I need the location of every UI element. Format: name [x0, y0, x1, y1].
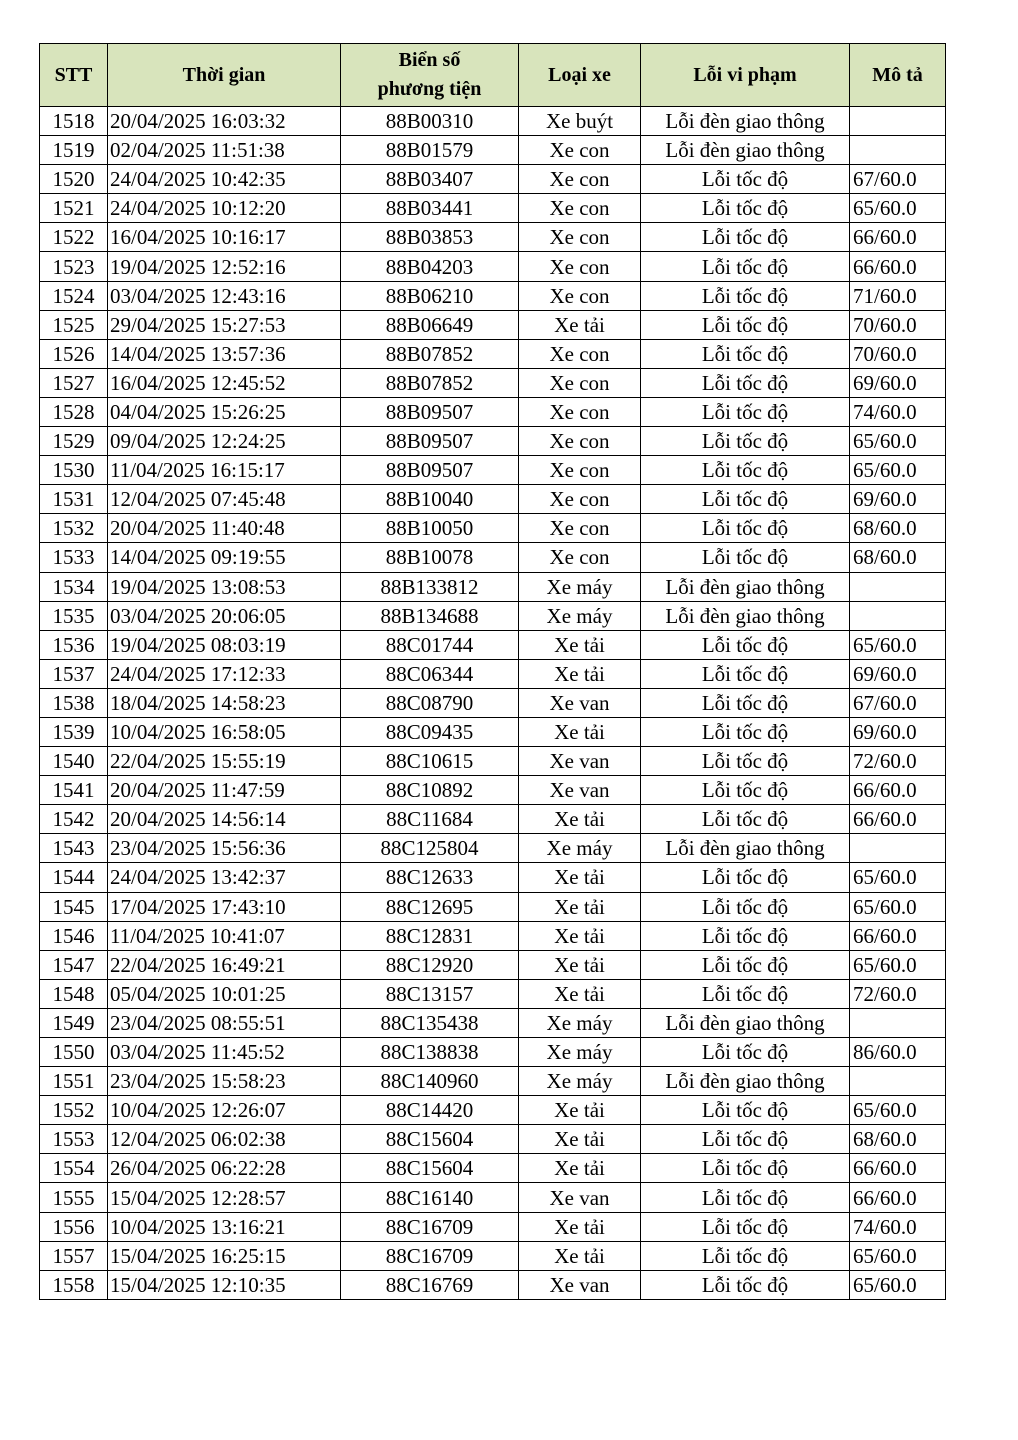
cell-vehicle-type: Xe tải — [519, 659, 641, 688]
cell-plate: 88C15604 — [341, 1125, 519, 1154]
cell-vehicle-type: Xe con — [519, 514, 641, 543]
cell-vehicle-type: Xe van — [519, 747, 641, 776]
table-row — [40, 1038, 946, 1067]
cell-time: 20/04/2025 11:40:48 — [108, 514, 341, 543]
cell-vehicle-type: Xe máy — [519, 572, 641, 601]
cell-violation: Lỗi tốc độ — [641, 805, 850, 834]
cell-vehicle-type: Xe tải — [519, 1241, 641, 1270]
cell-violation: Lỗi tốc độ — [641, 688, 850, 717]
table-row — [40, 1270, 946, 1299]
cell-plate: 88B06210 — [341, 281, 519, 310]
cell-time: 03/04/2025 20:06:05 — [108, 601, 341, 630]
cell-time: 15/04/2025 16:25:15 — [108, 1241, 341, 1270]
cell-stt: 1538 — [40, 688, 108, 717]
cell-vehicle-type: Xe máy — [519, 1067, 641, 1096]
cell-vehicle-type: Xe buýt — [519, 107, 641, 136]
cell-stt: 1537 — [40, 659, 108, 688]
cell-time: 16/04/2025 10:16:17 — [108, 223, 341, 252]
cell-time: 23/04/2025 15:56:36 — [108, 834, 341, 863]
cell-time: 29/04/2025 15:27:53 — [108, 310, 341, 339]
cell-violation: Lỗi tốc độ — [641, 368, 850, 397]
cell-vehicle-type: Xe tải — [519, 717, 641, 746]
cell-plate: 88C138838 — [341, 1038, 519, 1067]
cell-vehicle-type: Xe con — [519, 456, 641, 485]
cell-plate: 88C14420 — [341, 1096, 519, 1125]
table-body — [40, 107, 946, 1300]
cell-description: 70/60.0 — [850, 310, 946, 339]
header-stt: STT — [40, 44, 108, 107]
cell-time: 09/04/2025 12:24:25 — [108, 427, 341, 456]
cell-time: 20/04/2025 16:03:32 — [108, 107, 341, 136]
table-row — [40, 165, 946, 194]
cell-vehicle-type: Xe tải — [519, 630, 641, 659]
cell-time: 23/04/2025 15:58:23 — [108, 1067, 341, 1096]
cell-stt: 1555 — [40, 1183, 108, 1212]
cell-description: 69/60.0 — [850, 717, 946, 746]
table-row — [40, 1154, 946, 1183]
cell-plate: 88C16769 — [341, 1270, 519, 1299]
cell-description: 66/60.0 — [850, 921, 946, 950]
cell-plate: 88B09507 — [341, 397, 519, 426]
table-row — [40, 834, 946, 863]
header-row — [40, 44, 946, 107]
cell-vehicle-type: Xe con — [519, 194, 641, 223]
cell-stt: 1548 — [40, 979, 108, 1008]
cell-violation: Lỗi tốc độ — [641, 1154, 850, 1183]
cell-vehicle-type: Xe tải — [519, 1096, 641, 1125]
cell-plate: 88B07852 — [341, 339, 519, 368]
cell-vehicle-type: Xe con — [519, 252, 641, 281]
cell-stt: 1540 — [40, 747, 108, 776]
cell-description: 71/60.0 — [850, 281, 946, 310]
cell-plate: 88C135438 — [341, 1008, 519, 1037]
cell-time: 17/04/2025 17:43:10 — [108, 892, 341, 921]
cell-violation: Lỗi tốc độ — [641, 485, 850, 514]
cell-stt: 1543 — [40, 834, 108, 863]
cell-plate: 88B134688 — [341, 601, 519, 630]
cell-stt: 1554 — [40, 1154, 108, 1183]
cell-stt: 1529 — [40, 427, 108, 456]
cell-description: 66/60.0 — [850, 1183, 946, 1212]
cell-description: 68/60.0 — [850, 514, 946, 543]
table-row — [40, 950, 946, 979]
cell-description: 65/60.0 — [850, 1241, 946, 1270]
cell-time: 18/04/2025 14:58:23 — [108, 688, 341, 717]
cell-violation: Lỗi tốc độ — [641, 921, 850, 950]
cell-violation: Lỗi tốc độ — [641, 1125, 850, 1154]
violations-table — [39, 43, 946, 1300]
cell-plate: 88C10892 — [341, 776, 519, 805]
cell-time: 04/04/2025 15:26:25 — [108, 397, 341, 426]
cell-violation: Lỗi tốc độ — [641, 863, 850, 892]
table-row — [40, 281, 946, 310]
cell-stt: 1549 — [40, 1008, 108, 1037]
cell-vehicle-type: Xe con — [519, 368, 641, 397]
cell-violation: Lỗi tốc độ — [641, 194, 850, 223]
cell-plate: 88B00310 — [341, 107, 519, 136]
cell-vehicle-type: Xe con — [519, 223, 641, 252]
cell-stt: 1533 — [40, 543, 108, 572]
cell-time: 16/04/2025 12:45:52 — [108, 368, 341, 397]
table-row — [40, 1096, 946, 1125]
cell-vehicle-type: Xe con — [519, 427, 641, 456]
cell-plate: 88B03853 — [341, 223, 519, 252]
cell-violation: Lỗi tốc độ — [641, 339, 850, 368]
cell-time: 20/04/2025 14:56:14 — [108, 805, 341, 834]
cell-description: 74/60.0 — [850, 1212, 946, 1241]
cell-violation: Lỗi tốc độ — [641, 514, 850, 543]
table-row — [40, 1212, 946, 1241]
cell-vehicle-type: Xe tải — [519, 805, 641, 834]
cell-violation: Lỗi đèn giao thông — [641, 1008, 850, 1037]
cell-description: 68/60.0 — [850, 543, 946, 572]
cell-time: 10/04/2025 16:58:05 — [108, 717, 341, 746]
cell-description: 65/60.0 — [850, 950, 946, 979]
cell-vehicle-type: Xe máy — [519, 834, 641, 863]
cell-description: 68/60.0 — [850, 1125, 946, 1154]
cell-violation: Lỗi tốc độ — [641, 717, 850, 746]
table-row — [40, 1008, 946, 1037]
cell-description: 65/60.0 — [850, 630, 946, 659]
cell-vehicle-type: Xe van — [519, 688, 641, 717]
cell-plate: 88B03441 — [341, 194, 519, 223]
cell-vehicle-type: Xe tải — [519, 979, 641, 1008]
cell-description: 69/60.0 — [850, 485, 946, 514]
header-time: Thời gian — [108, 44, 341, 107]
cell-stt: 1552 — [40, 1096, 108, 1125]
cell-stt: 1532 — [40, 514, 108, 543]
cell-plate: 88C12920 — [341, 950, 519, 979]
cell-stt: 1523 — [40, 252, 108, 281]
table-row — [40, 863, 946, 892]
header-plate-line2: phương tiện — [377, 78, 482, 100]
table-header — [40, 44, 946, 107]
cell-plate: 88B04203 — [341, 252, 519, 281]
cell-stt: 1531 — [40, 485, 108, 514]
cell-stt: 1520 — [40, 165, 108, 194]
cell-time: 02/04/2025 11:51:38 — [108, 136, 341, 165]
cell-violation: Lỗi đèn giao thông — [641, 834, 850, 863]
cell-violation: Lỗi tốc độ — [641, 1241, 850, 1270]
cell-violation: Lỗi tốc độ — [641, 747, 850, 776]
cell-stt: 1558 — [40, 1270, 108, 1299]
cell-time: 11/04/2025 10:41:07 — [108, 921, 341, 950]
cell-vehicle-type: Xe máy — [519, 601, 641, 630]
cell-violation: Lỗi tốc độ — [641, 892, 850, 921]
cell-plate: 88C12633 — [341, 863, 519, 892]
cell-plate: 88B10078 — [341, 543, 519, 572]
cell-time: 24/04/2025 10:12:20 — [108, 194, 341, 223]
cell-plate: 88B09507 — [341, 427, 519, 456]
cell-stt: 1536 — [40, 630, 108, 659]
cell-description — [850, 601, 946, 630]
cell-violation: Lỗi tốc độ — [641, 1212, 850, 1241]
cell-description: 67/60.0 — [850, 165, 946, 194]
cell-description: 74/60.0 — [850, 397, 946, 426]
cell-stt: 1547 — [40, 950, 108, 979]
cell-stt: 1527 — [40, 368, 108, 397]
cell-violation: Lỗi tốc độ — [641, 427, 850, 456]
table-row — [40, 805, 946, 834]
table-row — [40, 456, 946, 485]
header-vehicle-type: Loại xe — [519, 44, 641, 107]
cell-plate: 88B10050 — [341, 514, 519, 543]
cell-stt: 1551 — [40, 1067, 108, 1096]
cell-plate: 88C13157 — [341, 979, 519, 1008]
cell-time: 19/04/2025 13:08:53 — [108, 572, 341, 601]
cell-stt: 1539 — [40, 717, 108, 746]
cell-plate: 88C16709 — [341, 1241, 519, 1270]
cell-description — [850, 834, 946, 863]
table-row — [40, 659, 946, 688]
cell-plate: 88B133812 — [341, 572, 519, 601]
cell-plate: 88C16140 — [341, 1183, 519, 1212]
cell-time: 24/04/2025 17:12:33 — [108, 659, 341, 688]
table-row — [40, 136, 946, 165]
cell-vehicle-type: Xe van — [519, 776, 641, 805]
header-plate-line1: Biển số — [398, 49, 461, 71]
cell-description: 65/60.0 — [850, 892, 946, 921]
table-row — [40, 747, 946, 776]
cell-description: 86/60.0 — [850, 1038, 946, 1067]
cell-description — [850, 136, 946, 165]
cell-plate: 88C12695 — [341, 892, 519, 921]
cell-stt: 1519 — [40, 136, 108, 165]
cell-vehicle-type: Xe tải — [519, 950, 641, 979]
cell-vehicle-type: Xe máy — [519, 1038, 641, 1067]
cell-plate: 88C06344 — [341, 659, 519, 688]
cell-violation: Lỗi đèn giao thông — [641, 601, 850, 630]
cell-violation: Lỗi đèn giao thông — [641, 107, 850, 136]
cell-description: 72/60.0 — [850, 979, 946, 1008]
cell-stt: 1534 — [40, 572, 108, 601]
table-row — [40, 921, 946, 950]
cell-violation: Lỗi tốc độ — [641, 310, 850, 339]
cell-time: 03/04/2025 11:45:52 — [108, 1038, 341, 1067]
cell-stt: 1526 — [40, 339, 108, 368]
cell-stt: 1541 — [40, 776, 108, 805]
cell-violation: Lỗi tốc độ — [641, 165, 850, 194]
cell-vehicle-type: Xe tải — [519, 892, 641, 921]
cell-time: 19/04/2025 12:52:16 — [108, 252, 341, 281]
cell-plate: 88B01579 — [341, 136, 519, 165]
header-plate — [341, 44, 519, 107]
cell-time: 14/04/2025 09:19:55 — [108, 543, 341, 572]
cell-time: 26/04/2025 06:22:28 — [108, 1154, 341, 1183]
table-row — [40, 223, 946, 252]
table-row — [40, 630, 946, 659]
table-row — [40, 1067, 946, 1096]
table-row — [40, 601, 946, 630]
cell-stt: 1525 — [40, 310, 108, 339]
cell-description: 69/60.0 — [850, 659, 946, 688]
cell-stt: 1528 — [40, 397, 108, 426]
cell-plate: 88C140960 — [341, 1067, 519, 1096]
cell-stt: 1524 — [40, 281, 108, 310]
cell-violation: Lỗi tốc độ — [641, 1183, 850, 1212]
cell-vehicle-type: Xe con — [519, 397, 641, 426]
cell-description: 65/60.0 — [850, 456, 946, 485]
cell-stt: 1544 — [40, 863, 108, 892]
header-description: Mô tả — [850, 44, 946, 107]
table-row — [40, 717, 946, 746]
cell-description: 66/60.0 — [850, 1154, 946, 1183]
cell-plate: 88C09435 — [341, 717, 519, 746]
cell-time: 22/04/2025 16:49:21 — [108, 950, 341, 979]
cell-vehicle-type: Xe tải — [519, 1212, 641, 1241]
cell-violation: Lỗi tốc độ — [641, 1270, 850, 1299]
cell-plate: 88B10040 — [341, 485, 519, 514]
cell-violation: Lỗi tốc độ — [641, 456, 850, 485]
cell-stt: 1556 — [40, 1212, 108, 1241]
cell-description — [850, 1008, 946, 1037]
cell-violation: Lỗi đèn giao thông — [641, 136, 850, 165]
cell-description: 72/60.0 — [850, 747, 946, 776]
cell-stt: 1546 — [40, 921, 108, 950]
cell-violation: Lỗi tốc độ — [641, 223, 850, 252]
cell-violation: Lỗi tốc độ — [641, 659, 850, 688]
cell-description: 65/60.0 — [850, 863, 946, 892]
cell-vehicle-type: Xe con — [519, 281, 641, 310]
table-row — [40, 1183, 946, 1212]
cell-violation: Lỗi đèn giao thông — [641, 1067, 850, 1096]
cell-vehicle-type: Xe con — [519, 165, 641, 194]
cell-violation: Lỗi tốc độ — [641, 979, 850, 1008]
header-violation: Lỗi vi phạm — [641, 44, 850, 107]
cell-plate: 88C10615 — [341, 747, 519, 776]
cell-description: 65/60.0 — [850, 194, 946, 223]
table-row — [40, 107, 946, 136]
table-row — [40, 339, 946, 368]
cell-vehicle-type: Xe con — [519, 485, 641, 514]
cell-stt: 1550 — [40, 1038, 108, 1067]
table-row — [40, 892, 946, 921]
table-row — [40, 194, 946, 223]
cell-time: 23/04/2025 08:55:51 — [108, 1008, 341, 1037]
cell-violation: Lỗi tốc độ — [641, 252, 850, 281]
cell-plate: 88C12831 — [341, 921, 519, 950]
cell-vehicle-type: Xe tải — [519, 863, 641, 892]
cell-violation: Lỗi tốc độ — [641, 397, 850, 426]
cell-time: 10/04/2025 13:16:21 — [108, 1212, 341, 1241]
table-row — [40, 368, 946, 397]
cell-vehicle-type: Xe con — [519, 543, 641, 572]
cell-violation: Lỗi tốc độ — [641, 1096, 850, 1125]
table-row — [40, 485, 946, 514]
cell-time: 03/04/2025 12:43:16 — [108, 281, 341, 310]
cell-stt: 1530 — [40, 456, 108, 485]
cell-description: 66/60.0 — [850, 776, 946, 805]
cell-description: 65/60.0 — [850, 1270, 946, 1299]
cell-time: 24/04/2025 13:42:37 — [108, 863, 341, 892]
cell-stt: 1557 — [40, 1241, 108, 1270]
table-row — [40, 252, 946, 281]
cell-description: 65/60.0 — [850, 427, 946, 456]
cell-stt: 1522 — [40, 223, 108, 252]
cell-vehicle-type: Xe con — [519, 136, 641, 165]
cell-vehicle-type: Xe van — [519, 1183, 641, 1212]
cell-time: 11/04/2025 16:15:17 — [108, 456, 341, 485]
table-row — [40, 310, 946, 339]
table-row — [40, 1241, 946, 1270]
cell-violation: Lỗi tốc độ — [641, 950, 850, 979]
cell-time: 12/04/2025 06:02:38 — [108, 1125, 341, 1154]
cell-plate: 88C01744 — [341, 630, 519, 659]
table-row — [40, 543, 946, 572]
cell-plate: 88B06649 — [341, 310, 519, 339]
cell-violation: Lỗi tốc độ — [641, 1038, 850, 1067]
cell-plate: 88C125804 — [341, 834, 519, 863]
cell-stt: 1535 — [40, 601, 108, 630]
cell-vehicle-type: Xe con — [519, 339, 641, 368]
cell-time: 14/04/2025 13:57:36 — [108, 339, 341, 368]
cell-description: 66/60.0 — [850, 805, 946, 834]
table-row — [40, 979, 946, 1008]
cell-description — [850, 1067, 946, 1096]
cell-time: 05/04/2025 10:01:25 — [108, 979, 341, 1008]
cell-vehicle-type: Xe máy — [519, 1008, 641, 1037]
cell-plate: 88C11684 — [341, 805, 519, 834]
cell-stt: 1542 — [40, 805, 108, 834]
cell-description — [850, 572, 946, 601]
cell-time: 12/04/2025 07:45:48 — [108, 485, 341, 514]
cell-plate: 88B09507 — [341, 456, 519, 485]
cell-plate: 88B03407 — [341, 165, 519, 194]
table-row — [40, 688, 946, 717]
cell-plate: 88C15604 — [341, 1154, 519, 1183]
cell-vehicle-type: Xe tải — [519, 1154, 641, 1183]
table-row — [40, 776, 946, 805]
table-row — [40, 514, 946, 543]
cell-time: 22/04/2025 15:55:19 — [108, 747, 341, 776]
cell-description: 70/60.0 — [850, 339, 946, 368]
table-row — [40, 1125, 946, 1154]
table-row — [40, 397, 946, 426]
cell-plate: 88C16709 — [341, 1212, 519, 1241]
cell-description — [850, 107, 946, 136]
cell-description: 67/60.0 — [850, 688, 946, 717]
cell-time: 19/04/2025 08:03:19 — [108, 630, 341, 659]
cell-time: 15/04/2025 12:10:35 — [108, 1270, 341, 1299]
cell-vehicle-type: Xe tải — [519, 1125, 641, 1154]
cell-stt: 1518 — [40, 107, 108, 136]
cell-plate: 88C08790 — [341, 688, 519, 717]
cell-stt: 1521 — [40, 194, 108, 223]
cell-vehicle-type: Xe tải — [519, 310, 641, 339]
cell-description: 66/60.0 — [850, 252, 946, 281]
cell-plate: 88B07852 — [341, 368, 519, 397]
cell-violation: Lỗi tốc độ — [641, 281, 850, 310]
cell-vehicle-type: Xe van — [519, 1270, 641, 1299]
cell-description: 66/60.0 — [850, 223, 946, 252]
table-row — [40, 572, 946, 601]
cell-time: 24/04/2025 10:42:35 — [108, 165, 341, 194]
cell-stt: 1553 — [40, 1125, 108, 1154]
cell-violation: Lỗi tốc độ — [641, 776, 850, 805]
cell-time: 20/04/2025 11:47:59 — [108, 776, 341, 805]
cell-time: 10/04/2025 12:26:07 — [108, 1096, 341, 1125]
cell-description: 65/60.0 — [850, 1096, 946, 1125]
cell-description: 69/60.0 — [850, 368, 946, 397]
cell-time: 15/04/2025 12:28:57 — [108, 1183, 341, 1212]
table-row — [40, 427, 946, 456]
cell-violation: Lỗi tốc độ — [641, 543, 850, 572]
cell-stt: 1545 — [40, 892, 108, 921]
cell-violation: Lỗi đèn giao thông — [641, 572, 850, 601]
cell-vehicle-type: Xe tải — [519, 921, 641, 950]
cell-violation: Lỗi tốc độ — [641, 630, 850, 659]
